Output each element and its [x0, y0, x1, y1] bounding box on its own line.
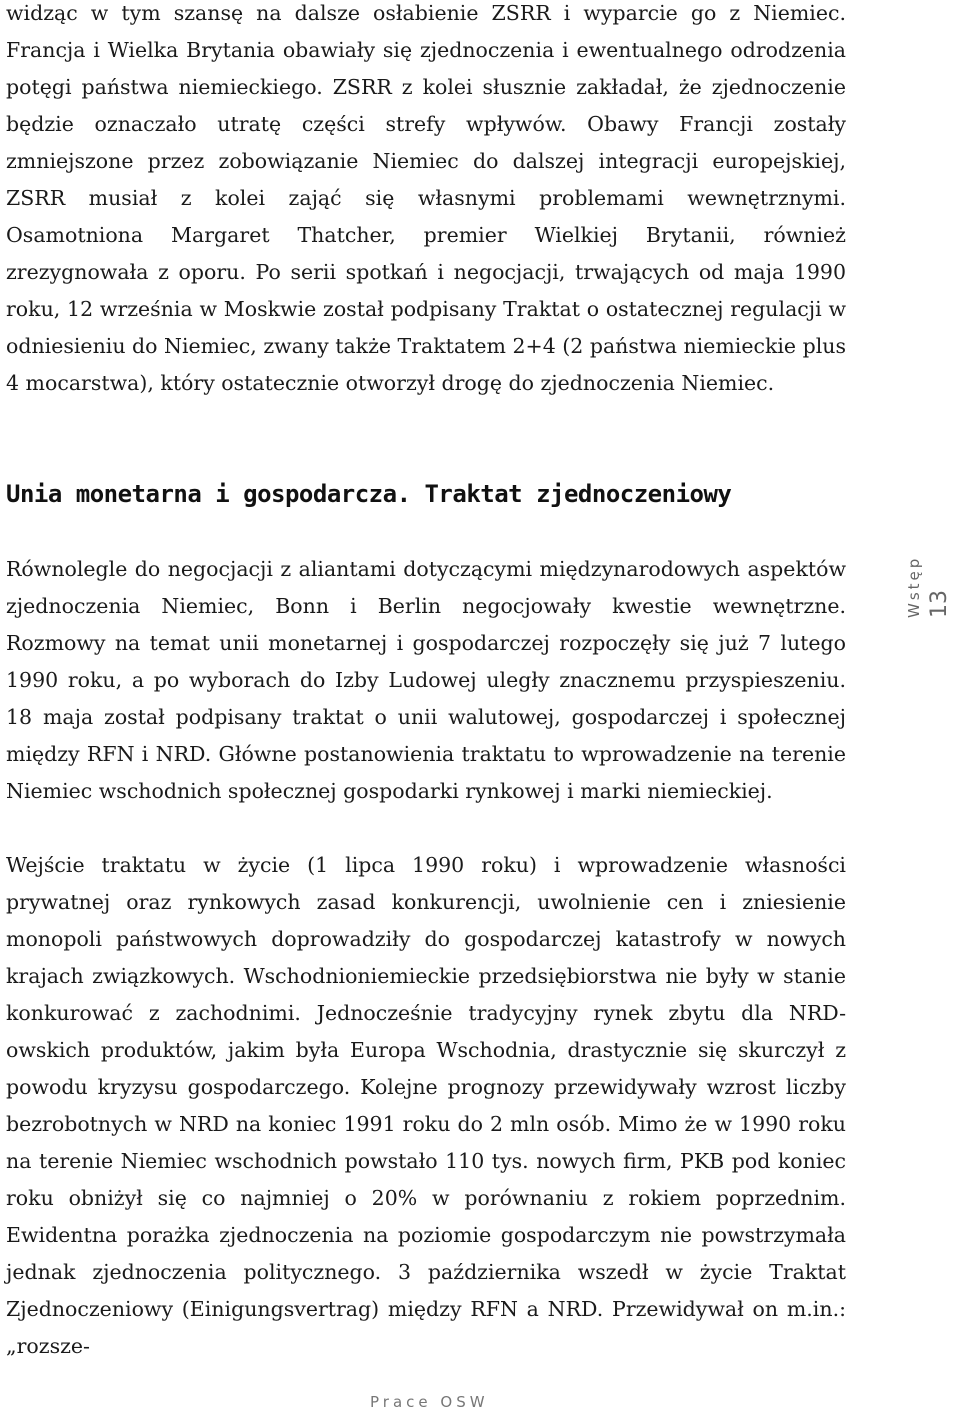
- footer-publication: Prace OSW: [370, 1393, 489, 1411]
- paragraph-effects: Wejście traktatu w życie (1 lipca 1990 roku) i wprowadzenie własności prywatnej oraz rynkowych zasad konkurencji, uwolnienie cen i zniesienie monopoli państwowych doprowadziły do gospodarczej katastrofy w nowych krajach związkowych. Wschodnioniemieckie przedsiębiorstwa nie były w stanie konkurować z zachodnimi. Jednocześnie tradycyjny rynek zbytu dla NRD-owskich produktów, jakim była Europa Wschodnia, drastycznie się skurczył z powodu kryzysu gospodarczego. Kolejne prognozy przewidywały wzrost liczby bezrobotnych w NRD na koniec 1991 roku do 2 mln osób. Mimo że w 1990 roku na terenie Niemiec wschodnich powstało 110 tys. nowych firm, PKB pod koniec roku obniżył się co najmniej o 20% w porównaniu z rokiem poprzednim. Ewidentna porażka zjednoczenia na poziomie gospodarczym nie powstrzymała jednak zjednoczenia politycznego. 3 października wszedł w życie Traktat Zjednoczeniowy (Einigungsvertrag) między RFN a NRD. Przewidywał on m.in.: „rozsze-: [6, 853, 846, 1358]
- margin-label: [905, 555, 952, 652]
- margin-section-name: Wstęp: [905, 555, 923, 618]
- section-heading: Unia monetarna i gospodarcza. Traktat zjednoczeniowy: [6, 480, 732, 508]
- paragraph-continuation: widząc w tym szansę na dalsze osłabienie ZSRR i wyparcie go z Niemiec. Francja i Wielka Brytania obawiały się zjednoczenia i ewentualnego odrodzenia potęgi państwa niemieckiego. ZSRR z kolei słusznie zakładał, że zjednoczenie będzie oznaczało utratę części strefy wpływów. Obawy Francji zostały zmniejszone przez zobowiązanie Niemiec do dalszej integracji europejskiej, ZSRR musiał z kolei zająć się własnymi problemami wewnętrznymi. Osamotniona Margaret Thatcher, premier Wielkiej Brytanii, również zrezygnowała z oporu. Po serii spotkań i negocjacji, trwających od maja 1990 roku, 12 września w Moskwie został podpisany Traktat o ostatecznej regulacji w odniesieniu do Niemiec, zwany także Traktatem 2+4 (2 państwa niemieckie plus 4 mocarstwa), który ostatecznie otworzył drogę do zjednoczenia Niemiec.: [6, 1, 846, 395]
- page-number: 13: [927, 590, 952, 618]
- paragraph-section-intro: Równolegle do negocjacji z aliantami dotyczącymi międzynarodowych aspektów zjednoczenia Niemiec, Bonn i Berlin negocjowały kwestie wewnętrzne. Rozmowy na temat unii monetarnej i gospodarczej rozpoczęły się już 7 lutego 1990 roku, a po wyborach do Izby Ludowej uległy znacznemu przyspieszeniu. 18 maja został podpisany traktat o unii walutowej, gospodarczej i społecznej między RFN i NRD. Główne postanowienia traktatu to wprowadzenie na terenie Niemiec wschodnich społecznej gospodarki rynkowej i marki niemieckiej.: [6, 557, 846, 803]
